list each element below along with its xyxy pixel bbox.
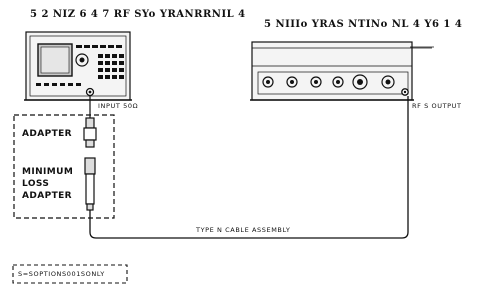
minimum-loss-line-1: MINIMUM [22, 167, 74, 177]
analyzer-input-label: INPUT 50Ω [98, 102, 139, 110]
adapter-connector [84, 95, 96, 147]
minimum-loss-line-2: LOSS [22, 179, 50, 189]
type-n-cable [90, 96, 408, 238]
generator-output-label: RF S OUTPUT [412, 102, 462, 110]
signal-generator [250, 42, 432, 100]
generator-title: 5 ΝΙΙΙo ΥRAS ΝΤΙΝo ΝL 4 Υ6 1 4 [264, 19, 463, 30]
cable-label: TYPE N CABLE ASSEMBLY [196, 226, 291, 234]
minimum-loss-adapter [85, 158, 95, 210]
spectrum-analyzer [24, 32, 132, 100]
minimum-loss-line-3: ADAPTER [22, 191, 73, 201]
adapter-label: ADAPTER [22, 129, 73, 139]
legend-text: S=SOPTIONS001SONLY [18, 270, 105, 278]
analyzer-title: 5 2 ΝΙΖ 6 4 7 RF SYo ΥRAΝRRΝΙL 4 [30, 9, 246, 20]
